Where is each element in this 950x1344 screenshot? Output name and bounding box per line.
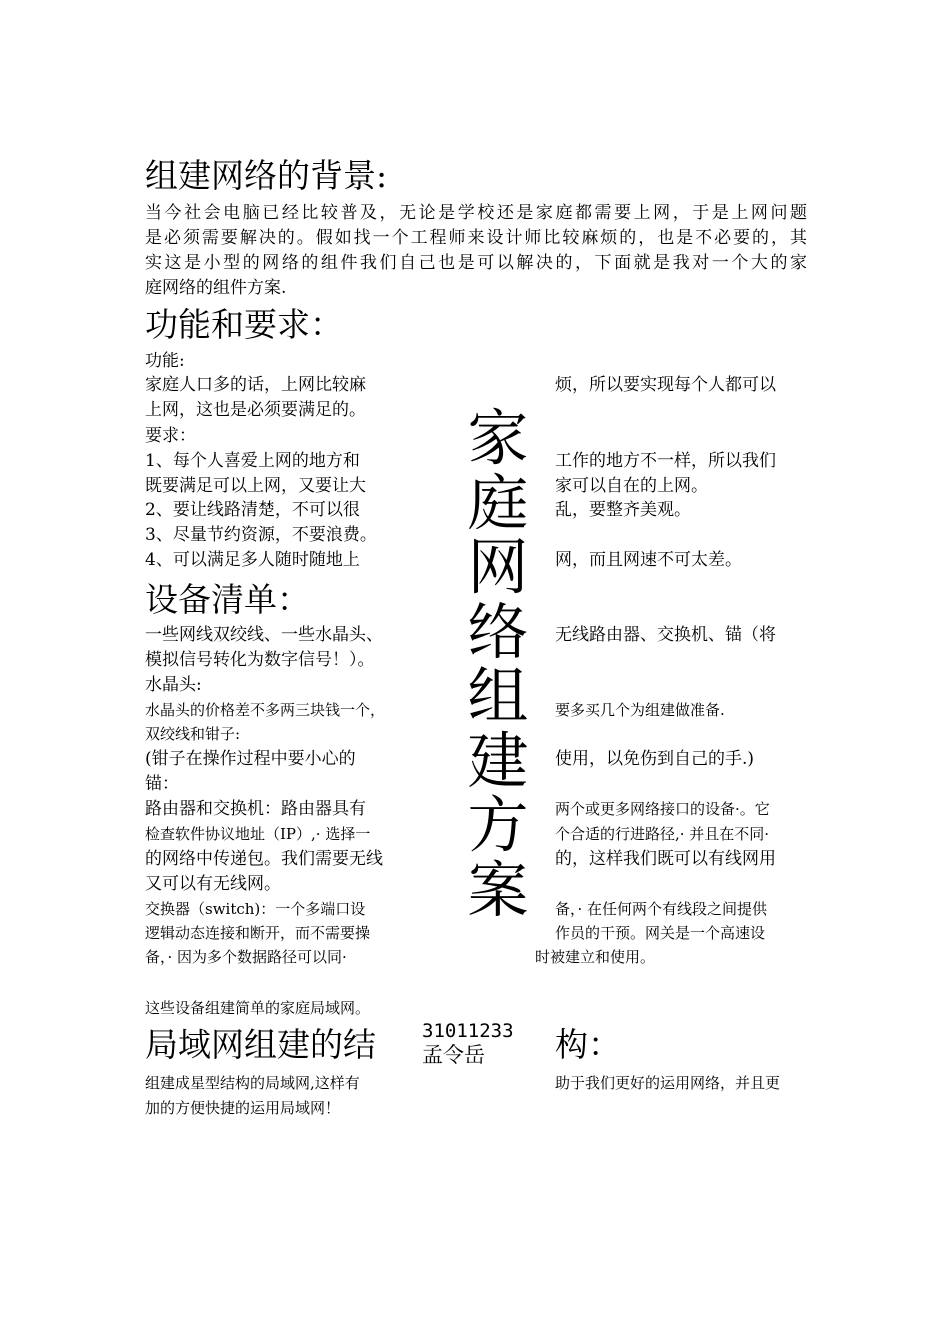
router-left-2: 检查软件协议地址（IP）,· 选择一	[145, 825, 371, 843]
structure-heading-right: 构：	[555, 1025, 621, 1064]
requirement-left-2: 既要满足可以上网，又要让大	[145, 476, 366, 496]
student-id: 31011233	[422, 1020, 514, 1042]
structure-heading-left: 局域网组建的结	[145, 1025, 376, 1064]
function-right-1: 烦，所以要实现每个人都可以	[555, 375, 776, 395]
equipment-intro-right-1: 无线路由器、交换机、锚（将	[555, 625, 776, 645]
requirement-label: 要求：	[145, 426, 196, 446]
equipment-heading: 设备清单：	[145, 580, 310, 619]
crystal-label: 水晶头:	[145, 675, 202, 695]
structure-left-1: 组建成星型结构的局域网,这样有	[145, 1074, 360, 1092]
requirement-right-1: 工作的地方不一样，所以我们	[555, 451, 776, 471]
router-right-2: 个合适的行进路径,· 并且在不同·	[555, 825, 770, 843]
vertical-title-char: 组	[467, 661, 529, 732]
pliers-left: (钳子在操作过程中要小心的	[145, 749, 356, 769]
vertical-title-char: 案	[467, 854, 529, 926]
background-line-3: 实这是小型的网络的组件我们自己也是可以解决的，下面就是我对一个大的家	[145, 253, 807, 273]
switch-right-1: 备，· 在任何两个有线段之间提供	[555, 900, 768, 918]
function-left-2: 上网，这也是必须要满足的。	[145, 400, 366, 420]
requirement-right-2: 家可以自在的上网。	[555, 476, 708, 496]
vertical-title	[463, 403, 533, 926]
switch-left-3: 备，· 因为多个数据路径可以同·	[145, 948, 347, 966]
requirement-left-1: 1、每个人喜爱上网的地方和	[145, 451, 360, 471]
vertical-title-char: 络	[467, 596, 529, 668]
vertical-title-char: 庭	[467, 467, 529, 539]
anchor-label: 锚：	[145, 774, 179, 794]
background-heading: 组建网络的背景:	[145, 156, 388, 195]
vertical-title-char: 建	[467, 725, 529, 797]
vertical-title-char: 方	[467, 790, 529, 861]
background-line-4: 庭网络的组件方案.	[145, 278, 287, 298]
router-right-3: 的，这样我们既可以有线网用	[555, 849, 776, 869]
vertical-title-char: 家	[467, 403, 529, 474]
crystal-left: 水晶头的价格差不多两三块钱一个，	[145, 701, 386, 719]
router-left-3: 的网络中传递包。我们需要无线	[145, 849, 383, 869]
vertical-title-char: 网	[467, 532, 529, 603]
switch-left-1: 交换器（switch)：一个多端口设	[145, 900, 366, 918]
requirement-right-5: 网，而且网速不可太差。	[555, 550, 742, 570]
structure-left-2: 加的方便快捷的运用局域网！	[145, 1099, 341, 1117]
background-line-2: 是必须需要解决的。假如找一个工程师来设计师比较麻烦的，也是不必要的，其	[145, 228, 807, 248]
equipment-intro-left-1: 一些网线双绞线、一些水晶头、	[145, 625, 383, 645]
requirement-left-5: 4、可以满足多人随时随地上	[145, 550, 360, 570]
background-line-1: 当今社会电脑已经比较普及，无论是学校还是家庭都需要上网，于是上网问题	[145, 203, 807, 223]
equipment-summary: 这些设备组建简单的家庭局域网。	[145, 999, 371, 1017]
crystal-right: 要多买几个为组建做准备.	[555, 701, 725, 719]
requirement-left-4: 3、尽量节约资源，不要浪费。	[145, 525, 377, 545]
switch-right-3: 时被建立和使用。	[535, 948, 656, 966]
twisted-pair-label: 双绞线和钳子:	[145, 725, 241, 743]
router-left-4: 又可以有无线网。	[145, 874, 281, 894]
requirement-left-3: 2、要让线路清楚，不可以很	[145, 500, 360, 520]
equipment-intro-left-2: 模拟信号转化为数字信号！）。	[145, 650, 375, 670]
function-left-1: 家庭人口多的话，上网比较麻	[145, 375, 366, 395]
switch-left-2: 逻辑动态连接和断开，而不需要操	[145, 924, 371, 942]
author-name: 孟令岳	[422, 1043, 485, 1067]
structure-right-1: 助于我们更好的运用网络，并且更	[555, 1074, 781, 1092]
requirements-heading: 功能和要求：	[145, 305, 343, 344]
router-right-1: 两个或更多网络接口的设备·。它	[555, 800, 770, 818]
pliers-right: 使用，以免伤到自己的手.)	[555, 749, 755, 769]
router-left-1: 路由器和交换机：路由器具有	[145, 799, 366, 819]
switch-right-2: 作员的干预。网关是一个高速设	[555, 924, 766, 942]
requirement-right-3: 乱，要整齐美观。	[555, 500, 691, 520]
function-label: 功能:	[145, 351, 185, 371]
